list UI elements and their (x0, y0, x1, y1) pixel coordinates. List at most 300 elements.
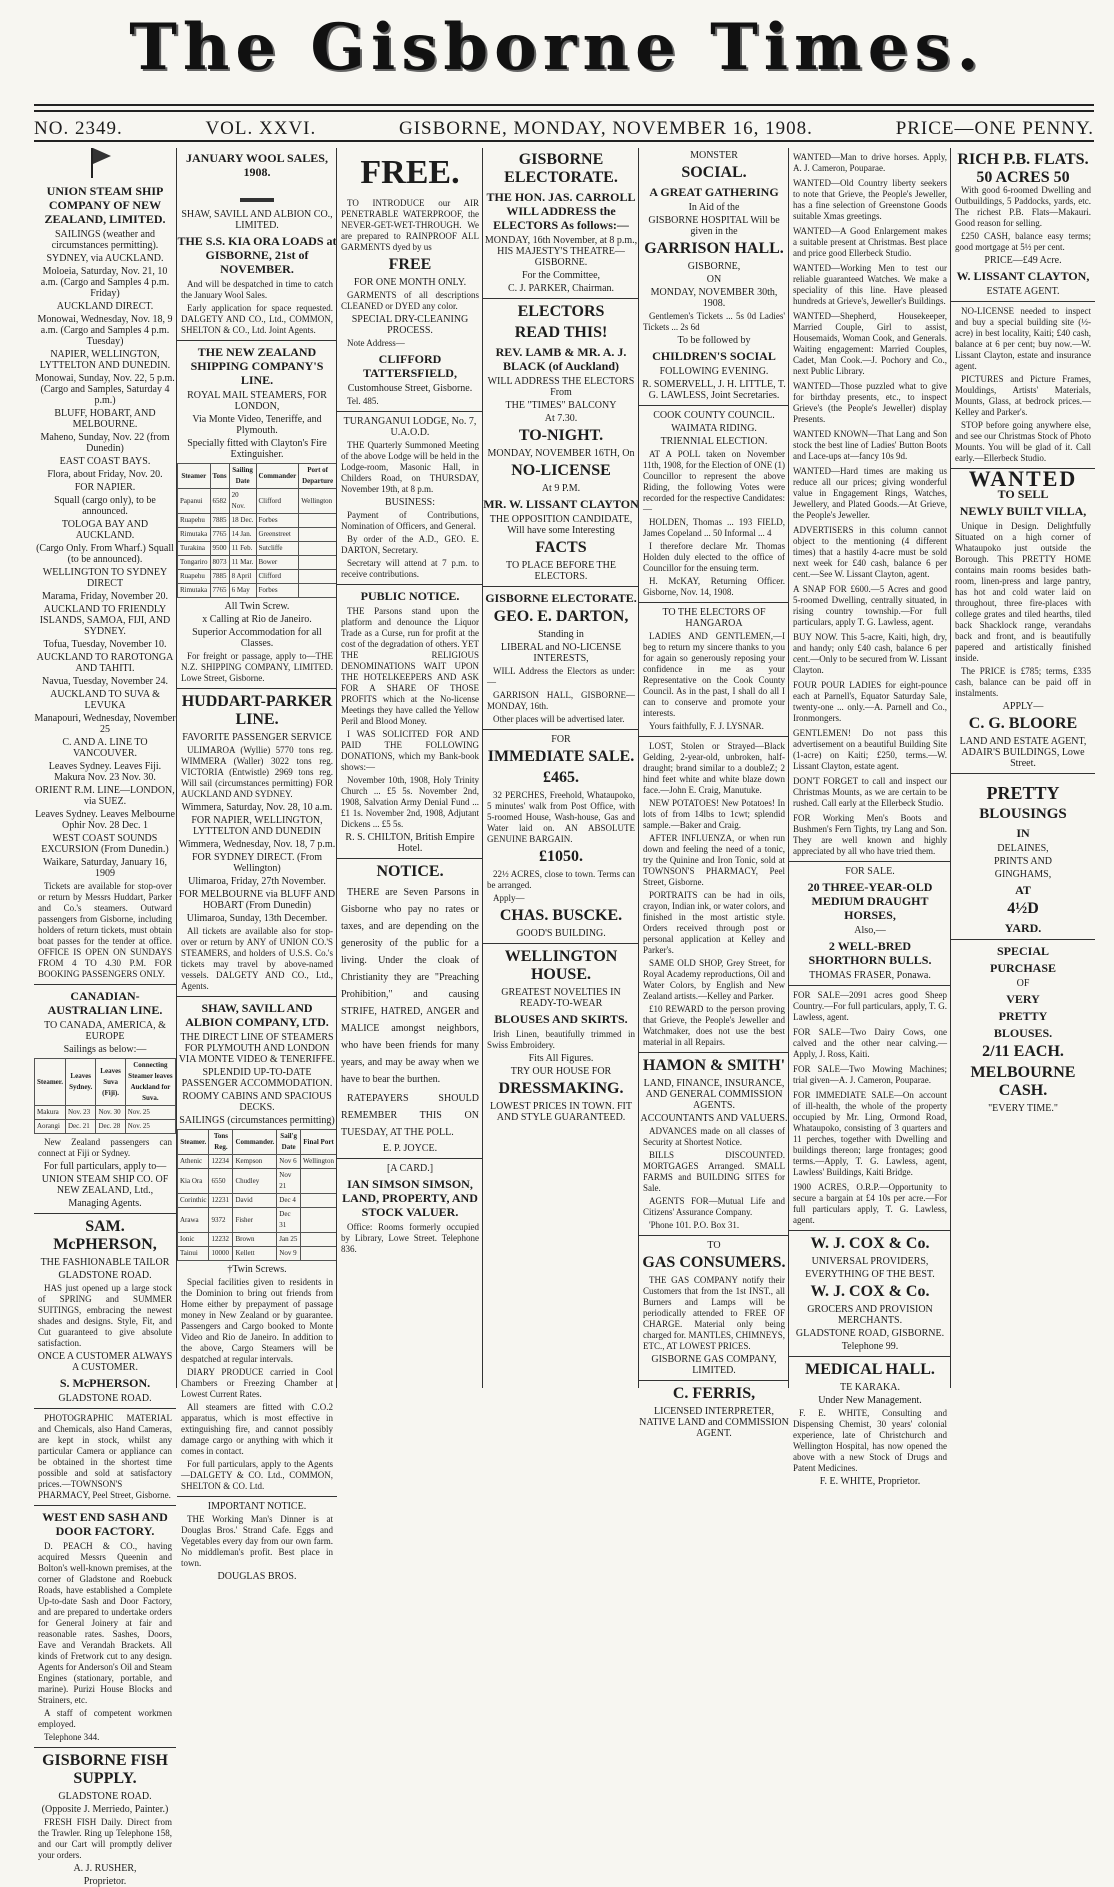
notice-body: THERE are Seven Parsons in Gisborne who pay no rates or taxes, and are depending on the generosity of the public for a living. Under the cloak of Christianity they are "Preaching Prohibition," and causing STRIFE, HATRED, ANGER and MALICE amongst neighbors, who have been friends for many years, and may be away when we have to bear the burthen. (341, 887, 479, 1085)
aid-label: In Aid of the (688, 202, 740, 213)
cox-telephone: Telephone 99. (841, 1341, 899, 1352)
table-cell: 7885 (210, 514, 229, 528)
table-cell (301, 1247, 337, 1261)
table-row (178, 1155, 337, 1169)
mcpherson-signature-road: GLADSTONE ROAD. (58, 1393, 152, 1404)
dry-cleaning: SPECIAL DRY-CLEANING PROCESS. (351, 314, 469, 336)
table-header: Steamer (178, 464, 211, 489)
goods-building: GOOD'S BUILDING. (516, 928, 606, 939)
new-management: Under New Management. (818, 1395, 922, 1406)
column-1 (34, 148, 176, 1887)
ferris-name: C. FERRIS, (672, 1385, 756, 1402)
classified-ad: FOR Working Men's Boots and Bushmen's Fern Tights, try Lang and Son. They are well known and highly appreciated by all who have tried them. (793, 813, 947, 856)
route-raro: AUCKLAND TO RAROTONGA AND TAHITI. (36, 652, 174, 674)
shaw-savill-heading: SHAW, SAVILL AND ALBION COMPANY, LTD. (185, 1001, 329, 1029)
table-header: Leaves Suva (Fiji). (96, 1059, 125, 1106)
clifford-name: CLIFFORD TATTERSFIELD, (363, 352, 457, 380)
wimmera-sailing: Wimmera, Saturday, Nov. 28, 10 a.m. (181, 802, 333, 813)
table-cell: Clifford (256, 489, 299, 514)
table-header: Steamer. (35, 1059, 66, 1106)
table-header: Commander. (233, 1130, 277, 1155)
classified-ad: ADVERTISERS in this column cannot object to the mentioning (4 different times) that a hastily 4-acre must be sold next week for £40 cash, balance 6 per cent.—See W. Lissant Clayton, agent. (793, 525, 947, 579)
table-cell: Nov. 25 (125, 1106, 175, 1120)
route-napier2: Squall (cargo only), to be announced. (54, 495, 156, 517)
table-cell: Kellett (233, 1247, 277, 1261)
villa-body: Unique in Design. Delightfully Situated on a high corner of Whataupoko just outside the Borough. This PRETTY HOME contains main rooms besides bath-room, linen-press and large pantry, has hot and cold water laid on throughout, three fire-places with college grates and tiled hearths, tiled back Shacklock range, verandahs back and front, and is beautifully papered and artistically finished inside. (955, 521, 1091, 663)
route-vancouver-detail: Leaves Sydney. Leaves Fiji. Makura Nov. 23 Nov. 30. (48, 761, 162, 783)
route-west-detail: Waikare, Saturday, January 16, 1909 (42, 857, 168, 879)
table-header: Leaves Sydney. (65, 1059, 95, 1106)
table-cell: Brown (233, 1233, 277, 1247)
divider (639, 1235, 789, 1236)
free-body: TO INTRODUCE our AIR PENETRABLE WATERPROOF, the NEVER-GET-WET-THROUGH. We are prepared to RAINPROOF ALL GARMENTS dyed by us (341, 198, 479, 252)
table-cell: 6582 (210, 489, 229, 514)
standing-in: Standing in (538, 629, 584, 640)
divider (34, 1505, 176, 1506)
union-company-block (34, 148, 176, 226)
pictures-ad: PICTURES and Picture Frames, Mouldings, Artists' Materials, Mounts, Glass, at bedrock prices.—Kelley and Parker's. (955, 374, 1091, 417)
classified-ad: GENTLEMEN! Do not pass this advertisement on a beautiful Building Site (1-acre) on Kaiti; £250, terms.—W. Lissant Clayton, estate agent. (793, 728, 947, 771)
divider (639, 602, 789, 603)
masthead (0, 0, 1114, 140)
huddart-heading: HUDDART-PARKER LINE. (181, 693, 333, 728)
divider (483, 586, 639, 587)
huddart-melbourne: FOR MELBOURNE via BLUFF AND HOBART (From Dunedin) (178, 889, 336, 911)
divider (789, 1230, 951, 1231)
lysnar-signature: Yours faithfully, F. J. LYSNAR. (649, 721, 764, 731)
fish-signature-title: Proprietor. (83, 1876, 127, 1887)
table-cell (299, 556, 337, 570)
special-label: SPECIAL (996, 944, 1049, 958)
tonight-heading: TO-NIGHT. (518, 427, 604, 444)
dairy-produce: DIARY PRODUCE carried in Cool Chambers or Freezing Chamber at Lowest Current Rates. (181, 1367, 333, 1399)
route-tologa: TOLOGA BAY AND AUCKLAND. (61, 519, 149, 541)
place-date: GISBORNE, MONDAY, NOVEMBER 16, 1908. (399, 118, 813, 139)
table-cell (301, 1169, 337, 1194)
table-cell: 18 Dec. (229, 514, 256, 528)
lodge-heading: TURANGANUI LODGE, No. 7, U.A.O.D. (343, 416, 477, 438)
mcpherson-signature: S. McPHERSON. (59, 1376, 151, 1390)
shaw-table (177, 1129, 337, 1261)
table-row (178, 1233, 337, 1247)
price-1050: £1050. (539, 848, 583, 865)
white-body: F. E. WHITE, Consulting and Dispensing Chemist, 30 years' colonial experience, late of Christchurch and Wellington Hospital, has now opened the above with a new Stock of Drugs and Patent Medicines. (793, 1408, 947, 1473)
classified-ad: WANTED—A Good Enlargement makes a suitable present at Christmas. Best place and price good Ellerbeck Studio. (793, 226, 947, 258)
splendid-accommodation: SPLENDID UP-TO-DATE PASSENGER ACCOMMODATION. (181, 1067, 333, 1089)
table-cell: Arawa (178, 1208, 209, 1233)
dateline (34, 118, 1094, 140)
classified-ad: WANTED—Old Country liberty seekers to note that Grieve, the People's Jeweller, has a fine selection of Greenstone Goods suitable Xmas greetings. (793, 178, 947, 221)
table-cell: Nov 21 (277, 1169, 301, 1194)
price: PRICE—ONE PENNY. (895, 118, 1094, 139)
nolicense-ad: NO-LICENSE needed to inspect and buy a special building site (½-acre) in best locality, Kaiti; £40 cash, balance at 6 per cent; buy now.—W. Lissant Clayton, estate and insurance agent. (955, 306, 1091, 371)
same-old-shop-ad: SAME OLD SHOP, Grey Street, for Royal Academy reproductions, Oil and Water Colors, by English and New Zealand artists.—Kelley and Parker. (643, 958, 785, 1001)
table-cell: 10000 (209, 1247, 233, 1261)
of-label: OF (1016, 978, 1030, 989)
classified-ad: FOR SALE—Two Dairy Cows, one calved and the other near calving.—Apply, J. Ross, Kaiti. (793, 1027, 947, 1059)
sailings-intro: SAILINGS (weather and circumstances permitting). (51, 229, 159, 251)
fish-opposite: (Opposite J. Merriedo, Painter.) (41, 1804, 169, 1815)
canadian-table (34, 1058, 176, 1134)
table-cell: Nov. 23 (65, 1106, 95, 1120)
social-date: MONDAY, NOVEMBER 30th, 1908. (650, 287, 778, 309)
nz-passengers: New Zealand passengers can connect at Fiji or Sydney. (38, 1137, 172, 1158)
wellington-house-heading: WELLINGTON HOUSE. (504, 948, 618, 983)
table-cell: Jan 25 (277, 1233, 301, 1247)
stop-ad: STOP before going anywhere else, and see our Christmas Stock of Photo Mounts. You will be glad of it. Call early.—Ellerbeck Studio. (955, 420, 1091, 463)
route-orient-detail: Leaves Sydney. Leaves Melbourne Ophir Nov. 28 Dec. 1 (35, 809, 175, 831)
table-cell: Wellington (301, 1155, 337, 1169)
mcpherson-slogan: ONCE A CUSTOMER ALWAYS A CUSTOMER. (37, 1351, 173, 1373)
route-auckland-detail: Monowai, Wednesday, Nov. 18, 9 a.m. (Cargo and Samples 4 p.m. Tuesday) (37, 314, 173, 347)
table-row (178, 1169, 337, 1194)
price-4-half: 4½D (1007, 900, 1039, 917)
bloore-sub: LAND AND ESTATE AGENT, ADAIR'S BUILDINGS, Lowe Street. (959, 736, 1087, 769)
westend-body: D. PEACH & CO., having acquired Messrs Queenin and Bolton's well-known premises, at the corner of Gladstone and Roebuck Roads, have established a Complete Up-to-date Sash and Door Factory, and are prepared to undertake orders for General Joinery at fair and reasonable rates. Sashes, Doors, Eave and Verandah Brackets. All kinds of Fretwork cut to any design. Agents for Anderson's Oil and Steam Engines (stationary, portable, and marine). Purizi House Blocks and Strainers, etc. (38, 1541, 172, 1705)
divider (639, 736, 789, 737)
apply-company: UNION STEAM SHIP CO. OF NEW ZEALAND, Ltd., (41, 1174, 169, 1196)
column-2 (176, 148, 337, 1582)
reward-ad: £10 REWARD to the person proving that Grieve, the People's Jeweller and Watchmaker, does not use the best material in all Repairs. (643, 1004, 785, 1047)
twin-screw: All Twin Screw. (224, 601, 290, 612)
fitted-notice: Specially fitted with Clayton's Fire Extinguisher. (187, 438, 327, 460)
chilton-signature: R. S. CHILTON, British Empire Hotel. (345, 832, 475, 854)
te-karaka: TE KARAKA. (840, 1382, 900, 1393)
royal-mail: ROYAL MAIL STEAMERS, FOR LONDON, (187, 390, 327, 412)
route-bluff: BLUFF, HOBART, AND MELBOURNE. (54, 408, 156, 430)
divider (951, 301, 1095, 302)
childrens-social: CHILDREN'S SOCIAL (652, 349, 776, 363)
other-places: Other places will be advertised later. (493, 714, 625, 724)
table-header: Final Port (301, 1130, 337, 1155)
mcpherson-road: GLADSTONE ROAD. (58, 1270, 152, 1281)
apply-text: For full particulars, apply to— (43, 1161, 167, 1172)
monster-label: MONSTER (690, 150, 738, 161)
table-cell: 7885 (210, 570, 229, 584)
table-cell (301, 1194, 337, 1208)
read-this-heading: READ THIS! (514, 324, 608, 341)
divider (951, 939, 1095, 940)
classified-ad: WANTED—Shepherd, Housekeeper, Married Couple, Girl to assist, Housemaids, Woman Cook, and Generals. Waiting engagement: Married Couples, Cadet, Man Cook.—J. Pochory and Co., next Public Library. (793, 311, 947, 376)
table-row (178, 514, 337, 528)
free-subheading: FREE (388, 256, 432, 273)
table-cell: Tainui (178, 1247, 209, 1261)
table-cell: Rimutaka (178, 528, 211, 542)
social-tickets: Gentlemen's Tickets ... 5s 0d Ladies' Tickets ... 2s 6d (643, 311, 785, 332)
table-cell: Kia Ora (178, 1169, 209, 1194)
route-fiji: AUCKLAND TO FRIENDLY ISLANDS, SAMOA, FIJI, AND SYDNEY. (39, 604, 171, 637)
table-row (35, 1120, 176, 1134)
divider (337, 1158, 483, 1159)
prints-label: PRINTS AND (993, 856, 1053, 867)
purchase-label: PURCHASE (989, 961, 1056, 975)
route-suva: AUCKLAND TO SUVA & LEVUKA (50, 689, 160, 711)
westend-staff: A staff of competent workmen employed. (38, 1708, 172, 1729)
shaw-savill-name: SHAW, SAVILL AND ALBION CO., LIMITED. (181, 209, 333, 231)
canada-heading: TO CANADA, AMERICA, & EUROPE (44, 1020, 166, 1042)
roomy-cabins: ROOMY CABINS AND SPACIOUS DECKS. (182, 1091, 332, 1113)
divider (34, 1213, 176, 1214)
liberal-interests: LIBERAL and NO-LICENSE INTERESTS, (500, 642, 622, 664)
pretty-label: PRETTY (998, 1009, 1048, 1023)
huddart-ships: ULIMAROA (Wyllie) 5770 tons reg. WIMMERA (Waller) 3022 tons reg. VICTORIA (Entwistle) 2969 tons reg. Will sail (circumstances permitting) FOR AUCKLAND AND SYDNEY. (181, 745, 333, 799)
universal-providers: UNIVERSAL PROVIDERS, (811, 1256, 929, 1267)
table-cell: 11 Feb. (229, 542, 256, 556)
table-cell: 20 Nov. (229, 489, 256, 514)
route-east-detail: Flora, about Friday, Nov. 20. (47, 469, 163, 480)
table-cell: 14 Jan. (229, 528, 256, 542)
divider (177, 996, 337, 997)
route-sydney: SYDNEY, via AUCKLAND. (46, 253, 164, 264)
electors-heading: ELECTORS (517, 303, 605, 320)
divider (34, 984, 176, 985)
table-cell: Nov 9 (277, 1247, 301, 1261)
price-each: 2/11 EACH. (982, 1043, 1064, 1060)
committee-label: For the Committee, (521, 270, 601, 281)
table-cell (301, 1208, 337, 1233)
table-cell: 8073 (210, 556, 229, 570)
table-cell: Forbes (256, 584, 299, 598)
horses-ad: 20 THREE-YEAR-OLD MEDIUM DRAUGHT HORSES, (807, 880, 933, 922)
cox-heading-2: W. J. COX & Co. (810, 1283, 930, 1300)
following-evening: FOLLOWING EVENING. (659, 366, 769, 377)
immediate-sale-heading: IMMEDIATE SALE. (487, 748, 635, 765)
yard-label: YARD. (1004, 921, 1042, 935)
table-cell: Aorangi (35, 1120, 66, 1134)
ratepayers-text: RATEPAYERS SHOULD REMEMBER THIS ON TUESDAY, AT THE POLL. (341, 1093, 479, 1138)
westend-telephone: Telephone 344. (44, 1732, 100, 1742)
divider (951, 773, 1095, 774)
divider (177, 688, 337, 689)
route-suva-detail: Manapouri, Wednesday, November 25 (34, 713, 176, 735)
divider (177, 340, 337, 341)
garrison-hall-heading: GARRISON HALL. (644, 240, 784, 257)
nz-shipping-table (177, 463, 337, 598)
lodge-order: By order of the A.D., GEO. E. DARTON, Secretary. (341, 534, 479, 555)
full-particulars: For full particulars, apply to the Agents—DALGETY & CO. Ltd., COMMON, SHELTON & CO. Ltd. (181, 1459, 333, 1491)
phone-box: 'Phone 101. P.O. Box 31. (649, 1220, 740, 1230)
table-cell (299, 570, 337, 584)
table-cell: 12234 (209, 1155, 233, 1169)
huddart-subheading: FAVORITE PASSENGER SERVICE (182, 732, 332, 743)
classified-ad: BUY NOW. This 5-acre, Kaiti, high, dry, and handy; only £40 cash, balance 6 per cent.—Only to be secured from W. Lissant Clayton. (793, 632, 947, 675)
newspaper-title: The Gisborne Times. (129, 10, 985, 85)
darton-address: WILL Address the Electors as under:— (487, 666, 635, 687)
table-row (178, 556, 337, 570)
pretty-heading: PRETTY (986, 783, 1060, 803)
divider (639, 405, 789, 406)
delaines-label: DELAINES, (997, 843, 1049, 854)
villa-heading: NEWLY BUILT VILLA, (959, 504, 1087, 518)
villa-price: The PRICE is £785; terms, £335 cash, balance can be paid off in instalments. (955, 666, 1091, 698)
divider (34, 1747, 176, 1748)
via-route: Via Monte Video, Teneriffe, and Plymouth. (192, 414, 322, 436)
try-house: TRY OUR HOUSE FOR (510, 1066, 612, 1077)
hangaroa-body: LADIES AND GENTLEMEN,—I beg to return my sincere thanks to you for again so generously reposing your confidence in me as your Representative on the Cook County Council. As in the past, I shall do all I can to conserve and promote your interests. (643, 631, 785, 718)
white-signature: F. E. WHITE, Proprietor. (819, 1476, 921, 1487)
mcpherson-trade: THE FASHIONABLE TAILOR (40, 1257, 170, 1268)
calling-rio: x Calling at Rio de Janeiro. (202, 614, 312, 625)
shaw-sailings: SAILINGS (circumstances permitting) (179, 1115, 335, 1126)
classified-ad: WANTED—Hard times are making us reduce all our prices; giving wonderful value in Engagement Rings, Watches, Jewellery, and Plated Goods.—At Grieve, the People's Jeweller. (793, 466, 947, 520)
table-cell: Fisher (233, 1208, 277, 1233)
column-7 (950, 148, 1095, 1388)
table-cell: 11 Mar. (229, 556, 256, 570)
gisborne-label: GISBORNE, (687, 261, 741, 272)
votes-list: HOLDEN, Thomas ... 193 FIELD, James Copeland ... 50 Informal ... 4 (643, 517, 785, 538)
table-row (178, 1208, 337, 1233)
apply-label: Apply— (493, 893, 525, 903)
route-fiji-detail: Tofua, Tuesday, November 10. (43, 639, 167, 650)
table-row (178, 489, 337, 514)
table-cell: Nov 6 (277, 1155, 301, 1169)
garments-text: GARMENTS of all descriptions CLEANED or DYED any color. (341, 290, 479, 311)
table-header: Sail'g Date (277, 1130, 301, 1155)
acres-body: With good 6-roomed Dwelling and Outbuildings, 5 Paddocks, yards, etc. The richest P.B. Flats—Makauri. Good reason for selling. (955, 185, 1091, 228)
gas-consumers-heading: GAS CONSUMERS. (642, 1254, 786, 1271)
blouses-label: BLOUSES. (993, 1026, 1053, 1040)
column-6 (788, 148, 951, 1487)
apply-label: APPLY— (1002, 701, 1044, 712)
table-cell: Nov. 30 (96, 1106, 125, 1120)
acres-label: ACRES (995, 169, 1050, 186)
table-cell: 6 May (229, 584, 256, 598)
divider (177, 1496, 337, 1497)
photographic-ad: PHOTOGRAPHIC MATERIAL and Chemicals, also Hand Cameras, are kept in stock, whilst any particular Camera or appliance can be obtained in the shortest time possible and sold at satisfactory prices.—TOWNSON'S PHARMACY, Peel Street, Gisborne. (38, 1413, 172, 1500)
triennial-election: TRIENNIAL ELECTION. (660, 436, 768, 447)
ship-icon (240, 184, 274, 202)
table-cell: Turakina (178, 542, 211, 556)
fifty-left: 50 (976, 169, 993, 186)
table-cell: Dec. 21 (65, 1120, 95, 1134)
volume-number: VOL. XXVI. (205, 118, 317, 139)
lodge-business: BUSINESS: (384, 497, 435, 508)
divider (789, 861, 951, 862)
table-cell: Forbes (256, 514, 299, 528)
electorate-heading: GISBORNE ELECTORATE. (504, 151, 618, 186)
hangaroa-heading: TO THE ELECTORS OF HANGAROA (662, 607, 766, 629)
table-cell: Nov. 25 (125, 1120, 175, 1134)
for-label: FOR (551, 734, 571, 745)
cook-county-heading: COOK COUNTY COUNCIL. (653, 410, 775, 421)
place-before-electors: TO PLACE BEFORE THE ELECTORS. (506, 560, 616, 582)
waimata-riding: WAIMATA RIDING. (671, 423, 757, 434)
free-heading: FREE. (360, 154, 460, 191)
dressmaking-heading: DRESSMAKING. (498, 1080, 624, 1097)
hamon-smith-sub: LAND, FINANCE, INSURANCE, AND GENERAL COMMISSION AGENTS. (643, 1078, 785, 1111)
at-label: AT (1015, 883, 1031, 897)
table-cell: Dec. 28 (96, 1120, 125, 1134)
hospital-label: GISBORNE HOSPITAL Will be given in the (648, 215, 780, 237)
table-cell (299, 584, 337, 598)
price-per-acre: PRICE—£49 Acre. (984, 255, 1062, 266)
kia-ora-notice: THE S.S. KIA ORA LOADS at GISBORNE, 21st of NOVEMBER. (177, 234, 337, 276)
fish-body: FRESH FISH Daily. Direct from the Trawler. Ring up Telephone 158, and our Cart will promptly deliver your orders. (38, 1817, 172, 1860)
acres-text: 22½ ACRES, close to town. Terms can be arranged. (487, 869, 635, 890)
bloore-name: C. G. BLOORE (968, 715, 1078, 732)
monday-date: MONDAY, NOVEMBER 16TH, On (487, 448, 635, 459)
route-wellington-detail: Marama, Friday, November 20. (42, 591, 168, 602)
table-cell: Greenstreet (256, 528, 299, 542)
table-cell: 7765 (210, 584, 229, 598)
classified-ad: WANTED—Those puzzled what to give for birthday presents, etc., to inspect Grieve's (the People's Jeweller) display Presents. (793, 381, 947, 424)
gathering-heading: A GREAT GATHERING (649, 185, 779, 199)
table-row (178, 542, 337, 556)
columns (34, 148, 1094, 1887)
gas-body: THE GAS COMPANY notify their Customers that from the 1st INST., all Burners and Lamps will be periodically attended to FREE OF CHARGE. Material only being charged for. MANTLES, CHIMNEYS, ETC., AT LOWEST PRICES. (643, 1275, 785, 1351)
table-cell: 9372 (209, 1208, 233, 1233)
garrison-date: GARRISON HALL, GISBORNE—MONDAY, 16th. (487, 690, 635, 711)
table-cell: 12232 (209, 1233, 233, 1247)
table-header: Port of Departure (299, 464, 337, 489)
route-raro-detail: Navua, Tuesday, November 24. (41, 676, 168, 687)
hamon-smith-heading: HAMON & SMITH' (642, 1057, 786, 1074)
perches-text: 32 PERCHES, Freehold, Whataupoko, 5 minutes' walk from Post Office, with 5-roomed House, Wash-house, Gas and Water laid on. AN ABSOLUTE GENUINE BARGAIN. (487, 790, 635, 844)
divider (639, 1380, 789, 1381)
table-cell: Dec 4 (277, 1194, 301, 1208)
blousings-heading: BLOUSINGS (979, 806, 1067, 822)
table-cell: Papanui (178, 489, 211, 514)
table-cell: Sutcliffe (256, 542, 299, 556)
very-label: VERY (1006, 992, 1040, 1006)
table-cell: 7765 (210, 528, 229, 542)
nolicense-heading: NO-LICENSE (511, 462, 611, 479)
fifty-acres (951, 169, 1095, 186)
electorate-heading-2: GISBORNE ELECTORATE. (485, 591, 637, 605)
union-company-name: UNION STEAM SHIP COMPANY OF NEW ZEALAND, LIMITED. (44, 184, 166, 226)
table-cell: 9500 (210, 542, 229, 556)
table-cell: Corinthic (178, 1194, 209, 1208)
time-730: At 7.30. (544, 413, 578, 424)
freight-notice: For freight or passage, apply to—THE N.Z. SHIPPING COMPANY, LIMITED. Lowe Street, Gisborne. (181, 651, 333, 683)
table-header: Steamer. (178, 1130, 209, 1155)
divider (789, 985, 951, 986)
classified-ad: WANTED—Working Men to test our reliable guaranteed Watches. We make a speciality of this line. Have pleased hundreds at Grieve's, Jeweller's Buildings. (793, 263, 947, 306)
table-header: Commander (256, 464, 299, 489)
simson-office: Office: Rooms formerly occupied by Library, Lowe Street. Telephone 836. (341, 1222, 479, 1254)
table-cell (301, 1233, 337, 1247)
cox-heading: W. J. COX & Co. (810, 1235, 930, 1252)
column-3 (336, 148, 483, 1388)
special-facilities: Special facilities given to residents in the Dominion to bring out friends from Home either by prepayment of passage money in New Zealand or by guarantee. Passengers and Cargo booked to Monte Video and Rio de Janeiro. In addition to the above, Cargo Steamers will be despatched at regular intervals. (181, 1277, 333, 1364)
fish-road: GLADSTONE ROAD. (58, 1791, 152, 1802)
grocers-text: GROCERS AND PROVISION MERCHANTS. (807, 1304, 933, 1326)
column-5 (638, 148, 789, 1439)
divider (337, 584, 483, 585)
influenza-ad: AFTER INFLUENZA, or when run down and feeling the need of a tonic, try the Quinine and Iron Tonic, sold at TOWNSON'S PHARMACY, Peel Street, Gisborne. (643, 833, 785, 887)
route-for-napier: FOR NAPIER. (74, 482, 136, 493)
table-header: Tons Reg. (209, 1130, 233, 1155)
route-bluff-detail: Maheno, Sunday, Nov. 22 (from Dunedin) (40, 432, 170, 454)
route-napier: NAPIER, WELLINGTON, LYTTELTON AND DUNEDIN. (39, 349, 171, 371)
divider (639, 1052, 789, 1053)
classified-ad: FOR IMMEDIATE SALE—On account of ill-health, the whole of the property occupied by Mr. Ling, Ormond Road, Whataupoko, consisting of 3 quarters and 11 perches, together with Dwelling and buildings thereon; large frontages; good terms.—Apply, T. G. Lawless, agent, Lawless' Buildings, Kaiti Bridge. (793, 1090, 947, 1177)
clayton-name: W. LISSANT CLAYTON, (956, 269, 1090, 283)
times-balcony: THE "TIMES" BALCONY (505, 400, 617, 411)
notice-heading: NOTICE. (376, 863, 444, 880)
huddart-sydney: FOR SYDNEY DIRECT. (From Wellington) (191, 852, 322, 874)
joyce-signature: E. P. JOYCE. (382, 1143, 438, 1154)
lowest-prices: LOWEST PRICES IN TOWN. FIT AND STYLE GUARANTEED. (490, 1101, 632, 1123)
cash-terms: £250 CASH, balance easy terms; good mortgage at 5½ per cent. (955, 231, 1091, 252)
public-notice-body: THE Parsons stand upon the platform and denounce the Liquor Trade as a Curse, run for profit at the cost of the degradation of others. YET THE RELIGIOUS DENOMINATIONS WAIT UPON THE HOTELKEEPERS AND ASK FOR A SHARE OF THOSE PROFITS which at the No-license Meetings they have called the Yellow Peril and Blood Money. (341, 606, 479, 726)
everything-best: EVERYTHING OF THE BEST. (805, 1269, 935, 1280)
early-application: Early application for space requested. DALGETY AND CO., Ltd., COMMON, SHELTON & CO., Ltd. Joint Agents. (181, 303, 333, 335)
bills-text: BILLS DISCOUNTED. MORTGAGES Arranged. SMALL FARMS and BUILDING SITES for Sale. (643, 1150, 785, 1193)
to-label: TO (707, 1240, 721, 1251)
facts-heading: FACTS (535, 539, 587, 556)
table-header: Connecting Steamer leaves Auckland for Suva. (125, 1059, 175, 1106)
